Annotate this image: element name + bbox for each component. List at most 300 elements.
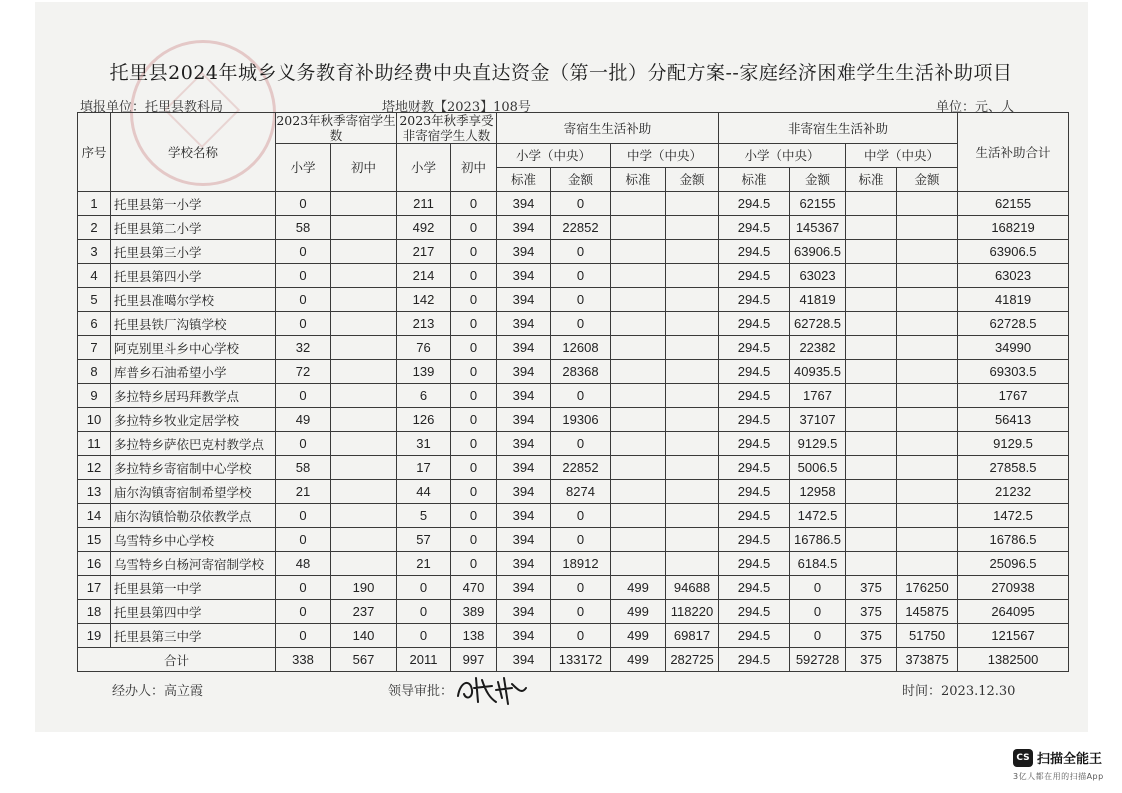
value-cell: 22852 (551, 216, 611, 240)
value-cell: 0 (451, 528, 497, 552)
value-cell (897, 264, 958, 288)
value-cell: 394 (497, 600, 551, 624)
header-school: 学校名称 (111, 113, 276, 192)
school-name-cell: 多拉特乡牧业定居学校 (111, 408, 276, 432)
value-cell: 237 (331, 600, 397, 624)
value-cell: 0 (451, 240, 497, 264)
header-standard: 标准 (846, 168, 897, 192)
school-name-cell: 托里县第一小学 (111, 192, 276, 216)
value-cell: 0 (790, 600, 846, 624)
value-cell: 139 (397, 360, 451, 384)
value-cell: 58 (276, 456, 331, 480)
value-cell (611, 336, 666, 360)
seq-cell: 9 (78, 384, 111, 408)
value-cell: 49 (276, 408, 331, 432)
row-total-cell: 264095 (958, 600, 1069, 624)
value-cell: 394 (497, 312, 551, 336)
table-row (78, 624, 1069, 648)
value-cell: 214 (397, 264, 451, 288)
value-cell (331, 192, 397, 216)
value-cell: 0 (276, 600, 331, 624)
value-cell: 76 (397, 336, 451, 360)
value-cell: 0 (551, 192, 611, 216)
value-cell: 213 (397, 312, 451, 336)
row-total-cell: 62728.5 (958, 312, 1069, 336)
school-name-cell: 乌雪特乡中心学校 (111, 528, 276, 552)
header-junior: 初中 (331, 144, 397, 192)
value-cell: 57 (397, 528, 451, 552)
handwritten-signature (452, 668, 532, 712)
table-row (78, 528, 1069, 552)
header-middle-central: 中学（中央） (611, 144, 719, 168)
value-cell (331, 240, 397, 264)
totals-label: 合计 (78, 648, 276, 672)
value-cell: 37107 (790, 408, 846, 432)
value-cell: 12958 (790, 480, 846, 504)
value-cell: 6 (397, 384, 451, 408)
value-cell: 0 (276, 288, 331, 312)
header-amount: 金额 (790, 168, 846, 192)
value-cell (846, 408, 897, 432)
table-row (78, 216, 1069, 240)
value-cell (611, 360, 666, 384)
value-cell (666, 408, 719, 432)
school-name-cell: 库普乡石油希望小学 (111, 360, 276, 384)
header-middle-central: 中学（中央） (846, 144, 958, 168)
value-cell: 294.5 (719, 384, 790, 408)
value-cell: 118220 (666, 600, 719, 624)
header-standard: 标准 (497, 168, 551, 192)
value-cell (846, 456, 897, 480)
table-row (78, 264, 1069, 288)
value-cell: 394 (497, 504, 551, 528)
value-cell (611, 432, 666, 456)
value-cell (666, 480, 719, 504)
value-cell: 138 (451, 624, 497, 648)
total-cell: 2011 (397, 648, 451, 672)
school-name-cell: 托里县第三小学 (111, 240, 276, 264)
value-cell (331, 312, 397, 336)
value-cell (666, 552, 719, 576)
value-cell (331, 456, 397, 480)
value-cell: 394 (497, 192, 551, 216)
value-cell (897, 528, 958, 552)
school-name-cell: 托里县准噶尔学校 (111, 288, 276, 312)
value-cell (846, 504, 897, 528)
value-cell: 19306 (551, 408, 611, 432)
value-cell (846, 216, 897, 240)
header-amount: 金额 (551, 168, 611, 192)
value-cell (666, 240, 719, 264)
total-cell: 294.5 (719, 648, 790, 672)
value-cell (331, 264, 397, 288)
value-cell: 0 (451, 288, 497, 312)
total-cell: 567 (331, 648, 397, 672)
value-cell: 0 (276, 264, 331, 288)
value-cell: 0 (551, 600, 611, 624)
table-row (78, 576, 1069, 600)
value-cell: 0 (451, 384, 497, 408)
value-cell (846, 264, 897, 288)
value-cell: 0 (551, 432, 611, 456)
value-cell: 62155 (790, 192, 846, 216)
value-cell (666, 288, 719, 312)
seq-cell: 14 (78, 504, 111, 528)
value-cell: 0 (397, 600, 451, 624)
value-cell: 16786.5 (790, 528, 846, 552)
value-cell: 44 (397, 480, 451, 504)
row-total-cell: 9129.5 (958, 432, 1069, 456)
reporting-unit: 填报单位：托里县教科局 (80, 100, 224, 115)
value-cell: 0 (451, 432, 497, 456)
value-cell: 294.5 (719, 240, 790, 264)
value-cell: 0 (397, 624, 451, 648)
value-cell (846, 552, 897, 576)
value-cell: 294.5 (719, 528, 790, 552)
seq-cell: 16 (78, 552, 111, 576)
value-cell (611, 216, 666, 240)
total-cell: 499 (611, 648, 666, 672)
seq-cell: 8 (78, 360, 111, 384)
value-cell (846, 384, 897, 408)
header-primary-central: 小学（中央） (497, 144, 611, 168)
value-cell: 0 (276, 432, 331, 456)
value-cell (611, 408, 666, 432)
total-cell: 997 (451, 648, 497, 672)
value-cell: 0 (551, 288, 611, 312)
value-cell: 0 (451, 312, 497, 336)
table-row (78, 600, 1069, 624)
row-total-cell: 16786.5 (958, 528, 1069, 552)
table-row (78, 408, 1069, 432)
value-cell (611, 480, 666, 504)
value-cell (897, 456, 958, 480)
school-name-cell: 托里县铁厂沟镇学校 (111, 312, 276, 336)
value-cell: 58 (276, 216, 331, 240)
header-junior: 初中 (451, 144, 497, 192)
table-row (78, 480, 1069, 504)
cs-logo-icon: CS (1013, 749, 1033, 767)
value-cell: 0 (451, 480, 497, 504)
value-cell: 0 (551, 576, 611, 600)
row-total-cell: 41819 (958, 288, 1069, 312)
value-cell: 0 (790, 576, 846, 600)
value-cell: 142 (397, 288, 451, 312)
value-cell: 0 (451, 408, 497, 432)
value-cell (611, 288, 666, 312)
seq-cell: 7 (78, 336, 111, 360)
value-cell (897, 432, 958, 456)
row-total-cell: 56413 (958, 408, 1069, 432)
value-cell: 394 (497, 360, 551, 384)
value-cell (666, 360, 719, 384)
school-name-cell: 乌雪特乡白杨河寄宿制学校 (111, 552, 276, 576)
value-cell: 394 (497, 552, 551, 576)
value-cell (331, 504, 397, 528)
value-cell: 6184.5 (790, 552, 846, 576)
row-total-cell: 1767 (958, 384, 1069, 408)
seq-cell: 10 (78, 408, 111, 432)
value-cell (331, 336, 397, 360)
value-cell: 18912 (551, 552, 611, 576)
value-cell: 40935.5 (790, 360, 846, 384)
value-cell (331, 432, 397, 456)
seq-cell: 5 (78, 288, 111, 312)
value-cell (611, 240, 666, 264)
value-cell: 0 (551, 504, 611, 528)
table-row (78, 432, 1069, 456)
value-cell (846, 528, 897, 552)
row-total-cell: 69303.5 (958, 360, 1069, 384)
value-cell: 0 (397, 576, 451, 600)
row-total-cell: 63906.5 (958, 240, 1069, 264)
header-boarding-count: 2023年秋季寄宿学生数 (276, 113, 396, 143)
total-cell: 373875 (897, 648, 958, 672)
total-cell: 394 (497, 648, 551, 672)
value-cell (846, 432, 897, 456)
date: 时间：2023.12.30 (902, 684, 1016, 699)
value-cell: 0 (276, 192, 331, 216)
value-cell: 41819 (790, 288, 846, 312)
school-name-cell: 多拉特乡萨依巴克村教学点 (111, 432, 276, 456)
value-cell: 51750 (897, 624, 958, 648)
value-cell (846, 240, 897, 264)
value-cell (846, 360, 897, 384)
value-cell: 375 (846, 576, 897, 600)
value-cell: 21 (397, 552, 451, 576)
value-cell: 294.5 (719, 264, 790, 288)
table-row (78, 360, 1069, 384)
header-boarding-subsidy: 寄宿生生活补助 (497, 113, 719, 144)
value-cell: 0 (551, 528, 611, 552)
value-cell: 63906.5 (790, 240, 846, 264)
value-cell: 8274 (551, 480, 611, 504)
value-cell (897, 240, 958, 264)
school-name-cell: 庙尔沟镇寄宿制希望学校 (111, 480, 276, 504)
value-cell: 294.5 (719, 456, 790, 480)
table-row (78, 504, 1069, 528)
value-cell: 294.5 (719, 360, 790, 384)
total-cell: 133172 (551, 648, 611, 672)
value-cell (897, 552, 958, 576)
value-cell: 375 (846, 624, 897, 648)
value-cell: 0 (276, 384, 331, 408)
value-cell: 22852 (551, 456, 611, 480)
value-cell: 126 (397, 408, 451, 432)
value-cell (897, 312, 958, 336)
value-cell (846, 336, 897, 360)
total-cell: 592728 (790, 648, 846, 672)
value-cell: 0 (551, 240, 611, 264)
seq-cell: 6 (78, 312, 111, 336)
school-name-cell: 托里县第二小学 (111, 216, 276, 240)
value-cell: 389 (451, 600, 497, 624)
value-cell: 0 (551, 264, 611, 288)
value-cell: 28368 (551, 360, 611, 384)
value-cell: 0 (276, 624, 331, 648)
header-nonboarding-count: 2023年秋季享受非寄宿学生人数 (397, 113, 497, 144)
row-total-cell: 27858.5 (958, 456, 1069, 480)
table-row (78, 384, 1069, 408)
row-total-cell: 1472.5 (958, 504, 1069, 528)
seq-cell: 12 (78, 456, 111, 480)
value-cell (666, 336, 719, 360)
value-cell (331, 360, 397, 384)
row-total-cell: 121567 (958, 624, 1069, 648)
value-cell: 48 (276, 552, 331, 576)
value-cell: 1472.5 (790, 504, 846, 528)
value-cell: 394 (497, 576, 551, 600)
value-cell (666, 216, 719, 240)
value-cell: 394 (497, 432, 551, 456)
value-cell (611, 192, 666, 216)
header-amount: 金额 (666, 168, 719, 192)
school-name-cell: 阿克别里斗乡中心学校 (111, 336, 276, 360)
value-cell: 17 (397, 456, 451, 480)
seq-cell: 1 (78, 192, 111, 216)
value-cell (897, 360, 958, 384)
approver: 领导审批： (388, 684, 454, 699)
value-cell: 294.5 (719, 288, 790, 312)
value-cell: 0 (276, 576, 331, 600)
value-cell: 0 (276, 240, 331, 264)
table-row (78, 192, 1069, 216)
value-cell (611, 264, 666, 288)
value-cell: 394 (497, 216, 551, 240)
value-cell: 145367 (790, 216, 846, 240)
value-cell: 22382 (790, 336, 846, 360)
value-cell (897, 216, 958, 240)
value-cell (611, 312, 666, 336)
value-cell (611, 456, 666, 480)
value-cell (666, 312, 719, 336)
value-cell: 21 (276, 480, 331, 504)
value-cell (666, 432, 719, 456)
document-number: 塔地财教【2023】108号 (382, 100, 531, 115)
value-cell: 470 (451, 576, 497, 600)
value-cell (331, 384, 397, 408)
value-cell: 375 (846, 600, 897, 624)
school-name-cell: 庙尔沟镇恰勒尕依教学点 (111, 504, 276, 528)
handler: 经办人：高立霞 (112, 684, 204, 699)
value-cell: 492 (397, 216, 451, 240)
seq-cell: 17 (78, 576, 111, 600)
seq-cell: 15 (78, 528, 111, 552)
total-cell: 338 (276, 648, 331, 672)
row-total-cell: 34990 (958, 336, 1069, 360)
value-cell: 499 (611, 624, 666, 648)
header-primary-central: 小学（中央） (719, 144, 846, 168)
value-cell: 0 (451, 264, 497, 288)
seq-cell: 2 (78, 216, 111, 240)
row-total-cell: 63023 (958, 264, 1069, 288)
value-cell: 394 (497, 408, 551, 432)
table-body (78, 192, 1069, 648)
value-cell: 499 (611, 576, 666, 600)
value-cell: 62728.5 (790, 312, 846, 336)
header-amount: 金额 (897, 168, 958, 192)
value-cell (897, 192, 958, 216)
school-name-cell: 多拉特乡居玛拜教学点 (111, 384, 276, 408)
value-cell (611, 528, 666, 552)
value-cell: 31 (397, 432, 451, 456)
row-total-cell: 62155 (958, 192, 1069, 216)
value-cell: 0 (451, 192, 497, 216)
row-total-cell: 168219 (958, 216, 1069, 240)
value-cell (897, 384, 958, 408)
value-cell: 0 (551, 384, 611, 408)
value-cell: 0 (451, 336, 497, 360)
total-cell: 375 (846, 648, 897, 672)
value-cell (846, 480, 897, 504)
seq-cell: 11 (78, 432, 111, 456)
value-cell (666, 264, 719, 288)
row-total-cell: 25096.5 (958, 552, 1069, 576)
value-cell (846, 288, 897, 312)
school-name-cell: 托里县第三中学 (111, 624, 276, 648)
unit-label: 单位：元、人 (936, 100, 1015, 115)
seq-cell: 3 (78, 240, 111, 264)
value-cell: 1767 (790, 384, 846, 408)
value-cell: 294.5 (719, 624, 790, 648)
value-cell (666, 504, 719, 528)
school-name-cell: 多拉特乡寄宿制中心学校 (111, 456, 276, 480)
value-cell: 294.5 (719, 576, 790, 600)
value-cell: 69817 (666, 624, 719, 648)
header-primary: 小学 (397, 144, 451, 192)
value-cell (897, 504, 958, 528)
value-cell (846, 312, 897, 336)
value-cell (611, 384, 666, 408)
scanner-brand (1013, 748, 1102, 767)
seq-cell: 4 (78, 264, 111, 288)
table-row (78, 336, 1069, 360)
value-cell: 394 (497, 480, 551, 504)
value-cell: 394 (497, 240, 551, 264)
document-title: 托里县2024年城乡义务教育补助经费中央直达资金（第一批）分配方案--家庭经济困难学生生活补助项目 (109, 62, 1013, 84)
value-cell: 394 (497, 528, 551, 552)
value-cell: 145875 (897, 600, 958, 624)
grand-total: 1382500 (958, 648, 1069, 672)
value-cell (611, 552, 666, 576)
table-row (78, 456, 1069, 480)
value-cell (331, 552, 397, 576)
value-cell (611, 504, 666, 528)
value-cell: 0 (451, 216, 497, 240)
brand-name: 扫描全能王 (1037, 752, 1103, 767)
table-row (78, 312, 1069, 336)
header-nonboarding-subsidy: 非寄宿生生活补助 (719, 113, 958, 144)
value-cell (331, 216, 397, 240)
value-cell: 294.5 (719, 216, 790, 240)
row-total-cell: 270938 (958, 576, 1069, 600)
value-cell (846, 192, 897, 216)
school-name-cell: 托里县第一中学 (111, 576, 276, 600)
value-cell: 294.5 (719, 408, 790, 432)
value-cell: 176250 (897, 576, 958, 600)
value-cell: 394 (497, 264, 551, 288)
value-cell: 5006.5 (790, 456, 846, 480)
value-cell (897, 408, 958, 432)
value-cell: 394 (497, 624, 551, 648)
value-cell: 499 (611, 600, 666, 624)
value-cell: 294.5 (719, 192, 790, 216)
value-cell: 211 (397, 192, 451, 216)
header-standard: 标准 (719, 168, 790, 192)
value-cell (666, 528, 719, 552)
value-cell: 94688 (666, 576, 719, 600)
row-total-cell: 21232 (958, 480, 1069, 504)
